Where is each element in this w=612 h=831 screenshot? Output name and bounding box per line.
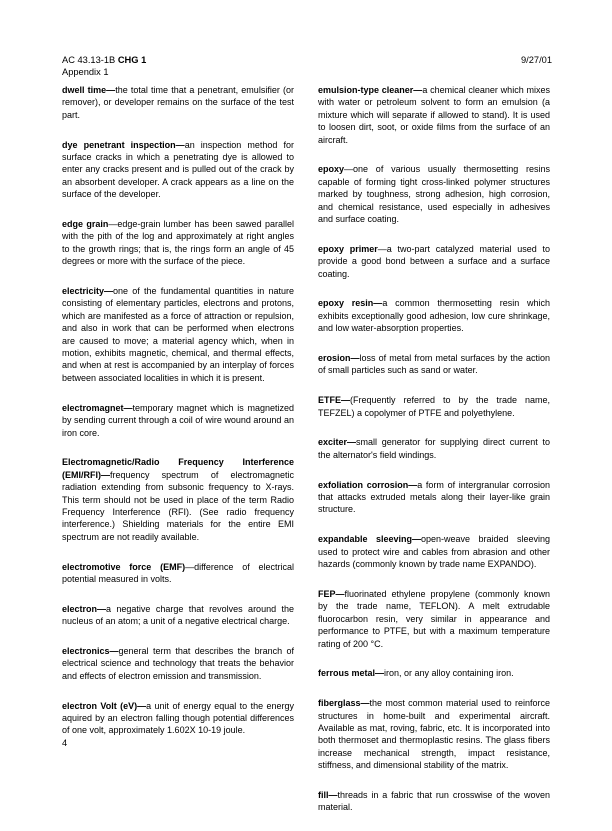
glossary-definition: small generator for supplying direct current to the alternator's field windings.: [318, 437, 550, 460]
glossary-definition: the total time that a penetrant, emulsifier (or remover), or developer remains on the surface of the test part.: [62, 85, 294, 120]
glossary-term: dye penetrant inspection—: [62, 139, 185, 150]
glossary-term: exciter—: [318, 437, 357, 448]
page-header-left: [62, 54, 146, 78]
glossary-entry: [62, 645, 294, 682]
glossary-entry: [318, 667, 550, 679]
glossary-entry: [62, 285, 294, 384]
glossary-definition: the most common material used to reinforce structures in home-built and experimental aircraft. Available as mat, roving, fabric, etc. It is incorporated into both thermoset and thermoplastic resins. The glass fibers increase mechanical strength, impact resistance, stiffness, and dimensional stability of the matrix.: [318, 698, 550, 771]
glossary-term: ETFE—: [318, 395, 351, 406]
glossary-definition: one of the fundamental quantities in nature consisting of elementary particles, electrons and protons, which are manifested as a force of attraction or repulsion, and also in work that can be performed when electrons are caused to move; a material agency which, when in motion, exhibits magnetic, chemical, and thermal effects, and when at rest is accompanied by an interplay of forces between associated localities in which it is present.: [62, 286, 294, 383]
glossary-definition: open-weave braided sleeving used to protect wire and cables from abrasion and other hazards (commonly known by trade name EXPANDO).: [318, 534, 550, 570]
glossary-definition: loss of metal from metal surfaces by the action of small particles such as sand or water.: [318, 353, 550, 376]
glossary-definition: a negative charge that revolves around the nucleus of an atom; a unit of a negative electrical charge.: [62, 603, 294, 627]
glossary-term: emulsion-type cleaner—: [318, 85, 423, 95]
glossary-definition: frequency spectrum of electromagnetic radiation extending from subsonic frequency to X-rays. This term should not be used in place of the term Radio Frequency Interference (RFI). (See radio frequency interference.) Shielding materials for the entire EMI spectrum are not readily available.: [62, 469, 294, 542]
glossary-term: epoxy: [318, 164, 345, 175]
glossary-term: edge grain: [62, 219, 109, 230]
glossary-entry: [62, 561, 294, 586]
glossary-left-column: [62, 84, 294, 754]
glossary-entry: [318, 243, 550, 280]
glossary-definition: an inspection method for surface cracks in which a penetrating dye is allowed to enter any cracks present and is pulled out of the crack by an absorbent developer. A crack appears as a line on the surface of the developer.: [62, 139, 294, 200]
glossary-entry: [62, 84, 294, 121]
glossary-term: ferrous metal—: [318, 668, 385, 679]
glossary-term: electron Volt (eV)—: [62, 700, 147, 711]
glossary-definition: a chemical cleaner which mixes with water or petroleum solvent to form an emulsion (a mixture which will separate if allowed to stand). It is used to loosen dirt, soot, or oxide films from the surface of an aircraft.: [318, 85, 550, 145]
glossary-right-column: [318, 84, 550, 831]
glossary-term: erosion—: [318, 353, 360, 364]
glossary-entry: [318, 163, 550, 225]
glossary-definition: (Frequently referred to by the trade name, TEFZEL) a copolymer of PTFE and polyethylene.: [318, 395, 550, 418]
glossary-term: FEP—: [318, 588, 345, 599]
glossary-entry: [318, 84, 550, 146]
glossary-term: epoxy primer: [318, 243, 378, 254]
glossary-entry: [318, 394, 550, 419]
glossary-term: electron—: [62, 603, 107, 614]
glossary-definition: a common thermosetting resin which exhibits exceptionally good adhesion, low cure shrinkage, and low water-absorption properties.: [318, 298, 550, 334]
glossary-entry: [62, 139, 294, 201]
glossary-entry: [62, 456, 294, 543]
glossary-definition: —edge-grain lumber has been sawed parallel with the pith of the log and approximately at right angles to the growth rings; that is, the rings form an angle of 45 degrees or more with the surface of the piece.: [62, 219, 294, 267]
glossary-definition: —difference of electrical potential measured in volts.: [62, 561, 294, 584]
glossary-term: electromotive force (EMF): [62, 561, 186, 572]
glossary-entry: [62, 402, 294, 439]
glossary-term: expandable sleeving—: [318, 534, 421, 545]
glossary-term: fiberglass—: [318, 698, 370, 709]
glossary-entry: [62, 603, 294, 628]
glossary-definition: iron, or any alloy containing iron.: [384, 668, 514, 679]
page-number: 4: [62, 738, 68, 748]
glossary-term: fill—: [318, 789, 338, 800]
glossary-term: dwell time—: [62, 85, 116, 95]
glossary-entry: [318, 697, 550, 771]
glossary-term: epoxy resin—: [318, 298, 383, 309]
glossary-entry: [318, 436, 550, 461]
glossary-entry: [62, 700, 294, 737]
glossary-entry: [318, 352, 550, 377]
glossary-definition: threads in a fabric that run crosswise of the woven material.: [318, 789, 550, 813]
glossary-definition: —a two-part catalyzed material used to provide a good bond between a surface and a surface coating.: [318, 243, 550, 279]
glossary-definition: temporary magnet which is magnetized by sending current through a coil of wire wound around an iron core.: [62, 402, 294, 438]
glossary-definition: a form of intergranular corrosion that attacks extruded metals along their layer-like grain structure.: [318, 479, 550, 515]
glossary-term: exfoliation corrosion—: [318, 479, 418, 490]
appendix-label: Appendix 1: [62, 67, 109, 77]
glossary-term: electronics—: [62, 645, 119, 656]
glossary-entry: [62, 218, 294, 268]
glossary-term: Electromagnetic/Radio Frequency Interference (EMI/RFI)—: [62, 457, 294, 480]
glossary-entry: [318, 297, 550, 334]
glossary-definition: a unit of energy equal to the energy aquired by an electron falling though potential differences of one volt, approximately 1.602X 10-19 joule.: [62, 700, 294, 736]
header-date: 9/27/01: [520, 55, 552, 65]
glossary-definition: general term that describes the branch of electrical science and technology that treats the behavior and effects of electron emission and transmission.: [62, 645, 294, 681]
glossary-entry: [318, 479, 550, 516]
glossary-term: electricity—: [62, 286, 114, 297]
glossary-term: electromagnet—: [62, 402, 133, 413]
glossary-definition: fluorinated ethylene propylene (commonly known by the trade name, TEFLON). A melt extrudable fluorocarbon resin, very similar in appearance and performance to PTFE, but with a maximum temperature rating of 200 °C.: [318, 588, 550, 649]
glossary-entry: [318, 533, 550, 570]
glossary-entry: [318, 588, 550, 650]
glossary-definition: —one of various usually thermosetting resins capable of forming tight cross-linked polymer structures marked by toughness, strong adhesion, high corrosion, and chemical resistance, used especially in adhesives and surface coating.: [318, 164, 550, 225]
change-label: CHG 1: [117, 55, 147, 65]
doc-id: AC 43.13-1B: [62, 55, 116, 65]
glossary-entry: [318, 789, 550, 814]
